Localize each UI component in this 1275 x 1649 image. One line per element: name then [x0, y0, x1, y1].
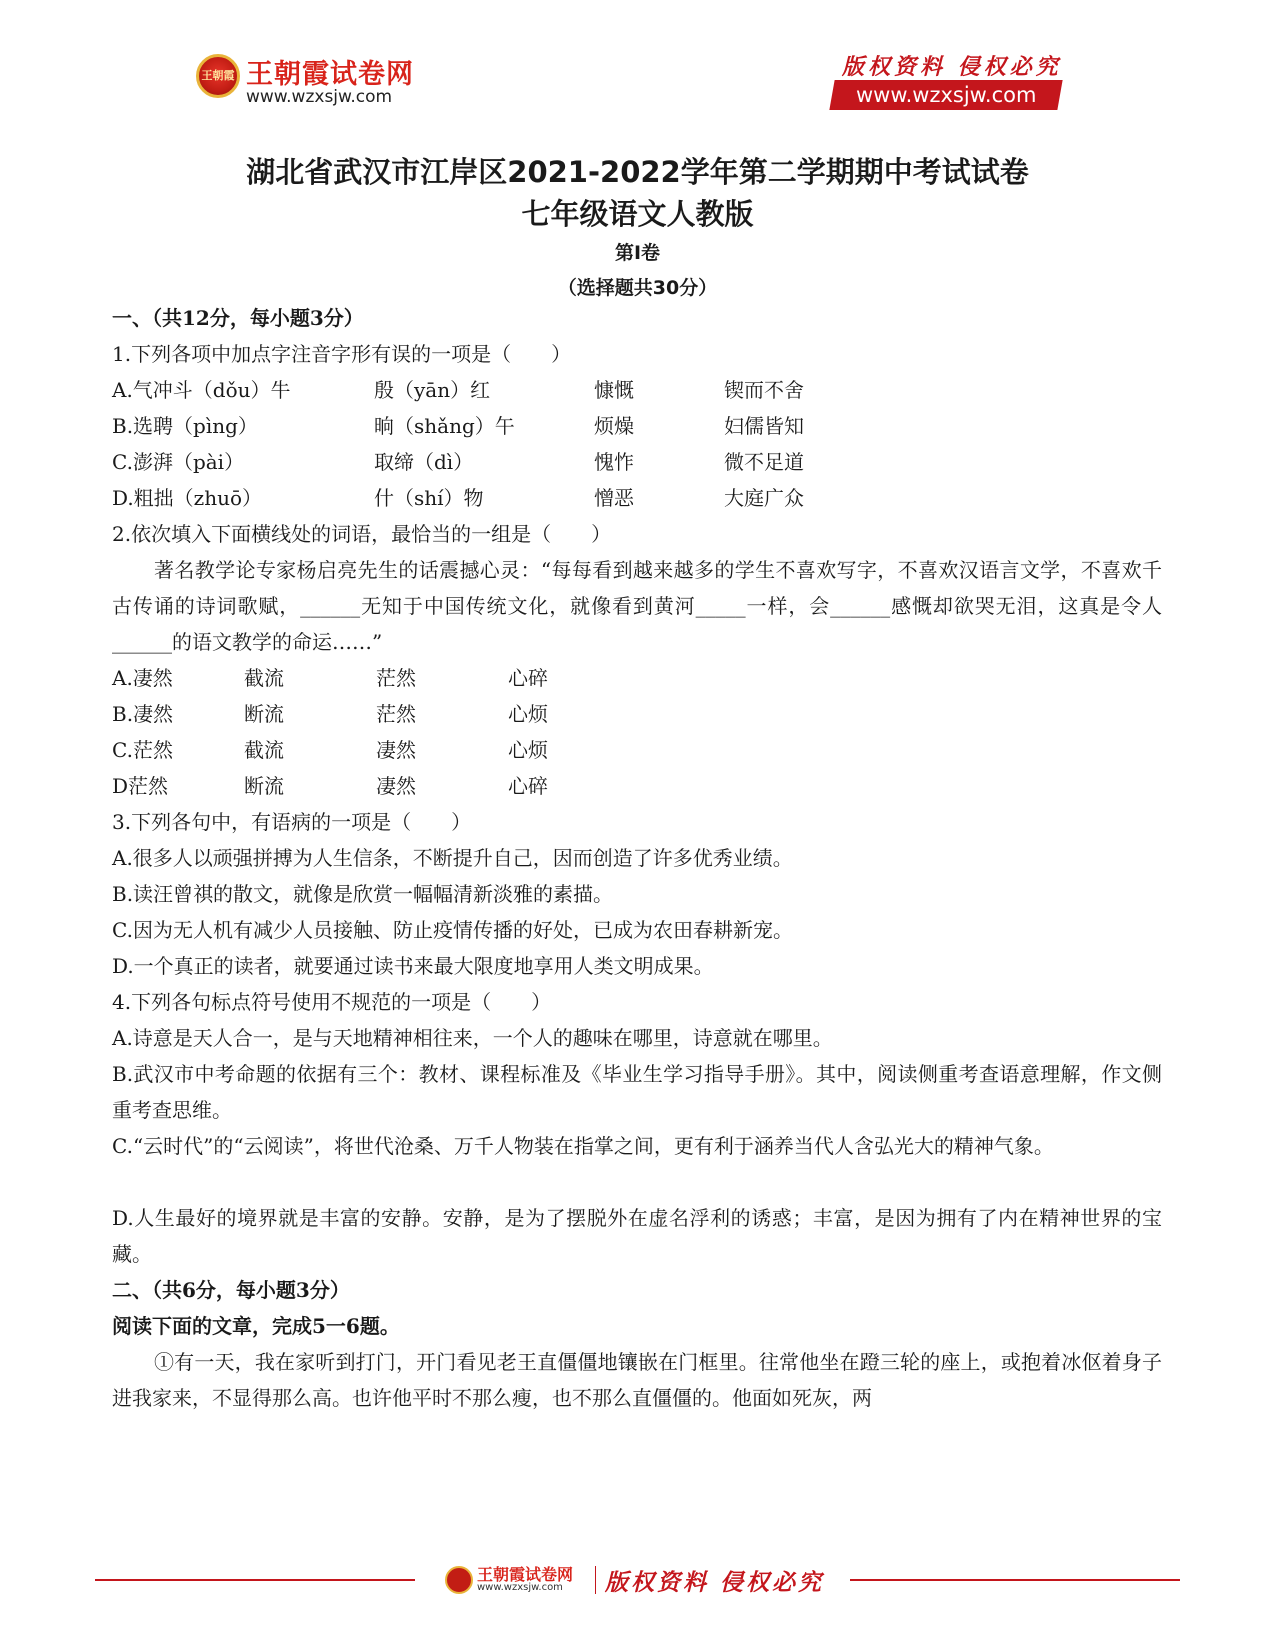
section-1-heading: 一、（共12分，每小题3分） — [112, 306, 364, 330]
section-2-heading: 二、（共6分，每小题3分） — [112, 1278, 350, 1302]
q4-option-a: A.诗意是天人合一，是与天地精神相往来，一个人的趣味在哪里，诗意就在哪里。 — [112, 1026, 833, 1050]
q2-stem: 2.依次填入下面横线处的词语，最恰当的一组是（ ） — [112, 522, 612, 546]
q1-stem: 1.下列各项中加点字注音字形有误的一项是（ ） — [112, 342, 572, 366]
q4-option-d: D.人生最好的境界就是丰富的安静。安静，是为了摆脱外在虚名浮利的诱惑；丰富，是因为拥有了内在精神世界的宝藏。 — [112, 1206, 1162, 1266]
volume-label: 第Ⅰ卷 — [614, 242, 661, 264]
q2-c-1: C.茫然 — [112, 738, 173, 762]
q1-a-2: 殷（yān）红 — [374, 378, 491, 402]
q4-stem: 4.下列各句标点符号使用不规范的一项是（ ） — [112, 990, 552, 1014]
q2-b-4: 心烦 — [508, 702, 548, 726]
q2-passage: 著名教学论专家杨启亮先生的话震撼心灵：“每每看到越来越多的学生不喜欢写字，不喜欢汉语言文学，不喜欢千古传诵的诗词歌赋，______无知于中国传统文化，就像看到黄河_____一样，会______感慨却欲哭无泪，这真是令人______的语文教学的命运……” — [112, 558, 1162, 654]
q1-c-4: 微不足道 — [724, 450, 804, 474]
q1-c-2: 取缔（dì） — [374, 450, 474, 474]
q2-option-d — [112, 768, 1162, 804]
copyright-url: www.wzxsjw.com — [855, 83, 1037, 107]
q1-a-4: 锲而不舍 — [724, 378, 804, 402]
q2-a-1: A.凄然 — [112, 666, 173, 690]
volume-note: （选择题共30分） — [557, 277, 718, 299]
footer-separator — [595, 1566, 596, 1594]
q2-a-3: 茫然 — [376, 666, 416, 690]
copyright-text: 版权资料 侵权必究 — [842, 54, 1062, 80]
q1-c-1: C.澎湃（pài） — [112, 450, 245, 474]
q2-option-a — [112, 660, 1162, 696]
page-footer — [95, 1560, 1180, 1600]
q1-a-3: 慷慨 — [594, 378, 634, 402]
copyright-url-banner — [829, 80, 1062, 110]
q2-option-c — [112, 732, 1162, 768]
q1-a-1: A.气冲斗（dǒu）牛 — [112, 378, 291, 402]
exam-subtitle: 七年级语文人教版 — [521, 197, 754, 231]
q1-b-2: 晌（shǎng）午 — [374, 414, 515, 438]
q1-d-3: 憎恶 — [594, 486, 634, 510]
q2-c-2: 截流 — [244, 738, 284, 762]
q3-option-c: C.因为无人机有减少人员接触、防止疫情传播的好处，已成为农田春耕新宠。 — [112, 918, 793, 942]
q2-d-4: 心碎 — [508, 774, 548, 798]
q2-b-2: 断流 — [244, 702, 284, 726]
q2-c-3: 凄然 — [376, 738, 416, 762]
q2-a-4: 心碎 — [508, 666, 548, 690]
q3-stem: 3.下列各句中，有语病的一项是（ ） — [112, 810, 472, 834]
q1-d-1: D.粗拙（zhuō） — [112, 486, 263, 510]
q2-option-b — [112, 696, 1162, 732]
footer-logo-url: www.wzxsjw.com — [477, 1582, 563, 1593]
footer-copyright: 版权资料 侵权必究 — [605, 1569, 825, 1596]
q2-c-4: 心烦 — [508, 738, 548, 762]
footer-logo-name: 王朝霞试卷网 — [477, 1565, 574, 1584]
q2-b-3: 茫然 — [376, 702, 416, 726]
logo-name: 王朝霞试卷网 — [246, 59, 414, 90]
q4-option-b: B.武汉市中考命题的依据有三个：教材、课程标准及《毕业生学习指导手册》。其中，阅读侧重考查语意理解，作文侧重考查思维。 — [112, 1062, 1162, 1122]
exam-content — [112, 300, 1162, 1416]
q1-option-b — [112, 408, 1162, 444]
footer-divider-left — [95, 1579, 415, 1581]
q1-option-a — [112, 372, 1162, 408]
q1-option-d — [112, 480, 1162, 516]
logo-url: www.wzxsjw.com — [246, 87, 393, 107]
copyright-notice — [822, 50, 1062, 110]
q2-a-2: 截流 — [244, 666, 284, 690]
exam-title: 湖北省武汉市江岸区2021-2022学年第二学期期中考试试卷 — [246, 155, 1029, 189]
section-2-passage: ①有一天，我在家听到打门，开门看见老王直僵僵地镶嵌在门框里。往常他坐在蹬三轮的座上，或抱着冰伛着身子进我家来，不显得那么高。也许他平时不那么瘦，也不那么直僵僵的。他面如死灰，两 — [112, 1350, 1162, 1410]
q3-option-d: D.一个真正的读者，就要通过读书来最大限度地享用人类文明成果。 — [112, 954, 714, 978]
q2-b-1: B.凄然 — [112, 702, 174, 726]
q1-b-4: 妇儒皆知 — [724, 414, 804, 438]
q1-b-3: 烦燥 — [594, 414, 634, 438]
section-2-instruction: 阅读下面的文章，完成5一6题。 — [112, 1314, 400, 1338]
q3-option-a: A.很多人以顽强拼搏为人生信条，不断提升自己，因而创造了许多优秀业绩。 — [112, 846, 793, 870]
q1-option-c — [112, 444, 1162, 480]
footer-divider-right — [850, 1579, 1180, 1581]
q1-b-1: B.选聘（pìng） — [112, 414, 258, 438]
q1-d-2: 什（shí）物 — [374, 486, 484, 510]
q3-option-b: B.读汪曾祺的散文，就像是欣赏一幅幅清新淡雅的素描。 — [112, 882, 614, 906]
footer-logo-icon — [445, 1566, 473, 1594]
q1-d-4: 大庭广众 — [724, 486, 804, 510]
q4-option-c: C.“云时代”的“云阅读”，将世代沧桑、万千人物装在指掌之间，更有利于涵养当代人含弘光大的精神气象。 — [112, 1134, 1054, 1158]
logo-seal-icon: 王朝霞 — [196, 54, 240, 98]
q2-d-1: D茫然 — [112, 774, 169, 798]
site-logo — [196, 52, 416, 112]
q1-c-3: 愧怍 — [594, 450, 634, 474]
q2-d-2: 断流 — [244, 774, 284, 798]
q2-d-3: 凄然 — [376, 774, 416, 798]
